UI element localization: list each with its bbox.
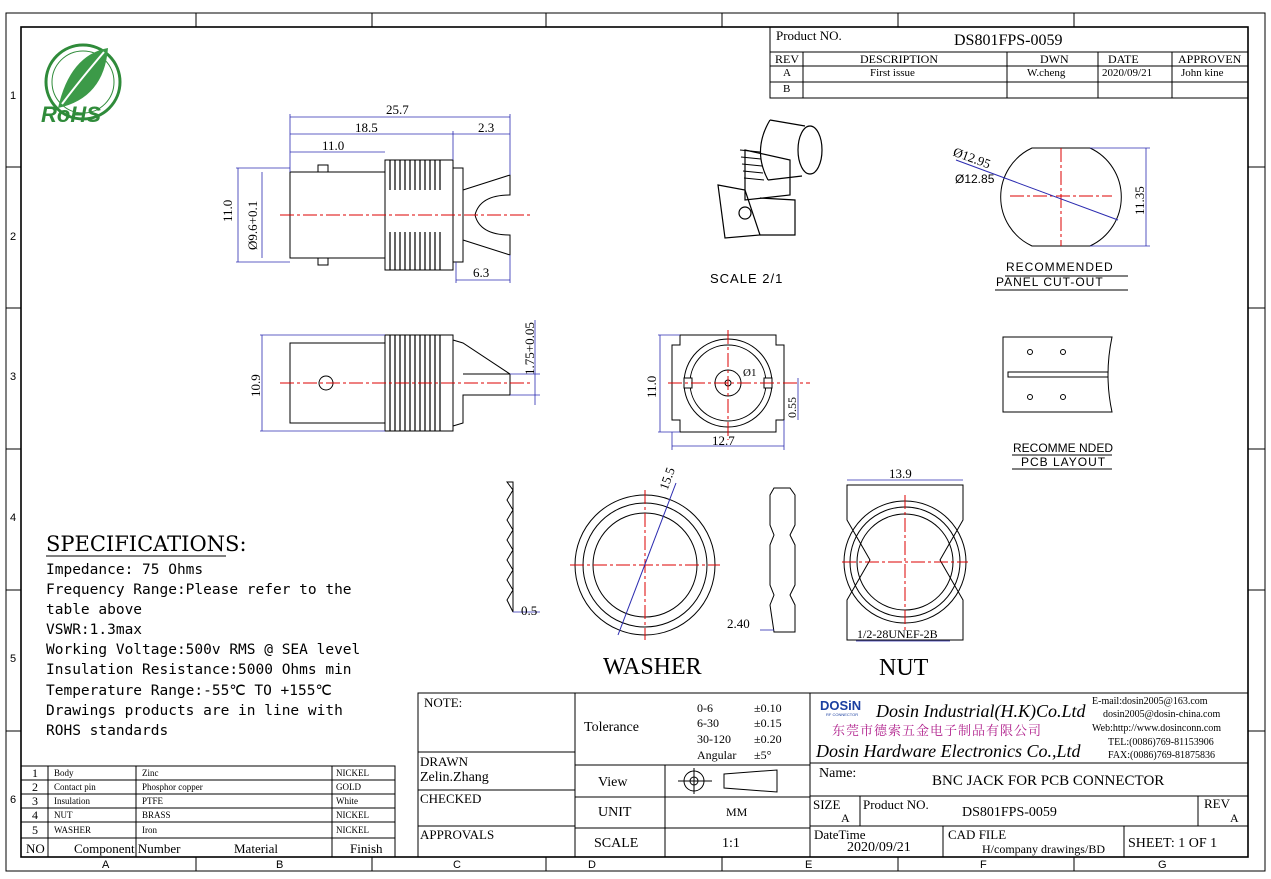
tol-value-2: ±0.20: [754, 732, 782, 746]
row-label-1: 1: [10, 90, 17, 102]
dim-1-75: 1.75+0.05: [522, 322, 537, 375]
pcb-title-1: RECOMME NDED: [1013, 441, 1114, 455]
col-label-f: F: [980, 859, 987, 871]
bom-component: NUT: [54, 810, 73, 820]
bom-no: 1: [32, 766, 38, 780]
washer-label: WASHER: [603, 654, 702, 680]
tol-value-3: ±5°: [754, 748, 772, 762]
dim-2-40: 2.40: [727, 616, 750, 631]
datetime-label: DateTime: [814, 827, 866, 842]
spec-line-8: Drawings products are in line with: [46, 703, 343, 719]
rev-value: A: [1230, 811, 1239, 825]
nut-side-view: [760, 488, 795, 632]
scale-value: 1:1: [722, 836, 740, 851]
cad-value: H/company drawings/BD: [982, 842, 1105, 856]
dim-front-phi1: Ø1: [743, 367, 757, 379]
tol-range-2: 30-120: [697, 732, 731, 746]
unit-label: UNIT: [598, 805, 632, 820]
size-label: SIZE: [813, 797, 841, 812]
dim-front-0-55: 0.55: [785, 397, 799, 418]
contact-fax: FAX:(0086)769-81875836: [1108, 750, 1216, 761]
tb-product-no: DS801FPS-0059: [962, 805, 1057, 820]
scale-label: SCALE: [594, 836, 639, 851]
col-label-g: G: [1158, 859, 1167, 871]
rev-row-b-rev: B: [783, 83, 791, 95]
rev-header-approven: APPROVEN: [1178, 52, 1242, 66]
bom-finish: NICKEL: [336, 825, 369, 835]
row-label-6: 6: [10, 794, 17, 806]
sheet-value: SHEET: 1 OF 1: [1128, 836, 1218, 851]
bom-material: Phosphor copper: [142, 782, 203, 792]
rev-header-dwn: DWN: [1040, 52, 1069, 66]
rev-header-rev: REV: [775, 52, 799, 66]
bottom-view: [260, 320, 540, 431]
panel-title-2: PANEL CUT-OUT: [996, 275, 1104, 289]
company-name-1: Dosin Industrial(H.K)Co.Ltd: [876, 701, 1086, 721]
bom-no: 3: [32, 794, 38, 808]
rev-row-a-dwn: W.cheng: [1027, 67, 1066, 79]
bom-component: Insulation: [54, 796, 90, 806]
spec-line-5: Working Voltage:500v RMS @ SEA level: [46, 642, 361, 658]
bom-finish: NICKEL: [336, 810, 369, 820]
rev-row-a-date: 2020/09/21: [1102, 67, 1153, 79]
bom-finish: GOLD: [336, 782, 361, 792]
product-name: BNC JACK FOR PCB CONNECTOR: [932, 773, 1165, 789]
nut-thread: 1/2-28UNEF-2B: [857, 627, 938, 641]
company-name-2: Dosin Hardware Electronics Co.,Ltd: [816, 741, 1081, 761]
nut-label: NUT: [879, 655, 929, 681]
dim-15-5: 15.5: [656, 465, 678, 492]
tol-value-1: ±0.15: [754, 716, 782, 730]
dosin-brand: DOSiN: [820, 698, 862, 713]
dim-11-0-top: 11.0: [322, 138, 345, 153]
rev-product-no-label: Product NO.: [776, 28, 842, 43]
spec-line-9: ROHS standards: [46, 723, 169, 739]
dim-10-9: 10.9: [248, 374, 263, 397]
rohs-text: RoHS: [41, 102, 101, 127]
rev-label: REV: [1204, 796, 1230, 811]
col-label-a: A: [102, 859, 110, 871]
rev-header-description: DESCRIPTION: [860, 52, 939, 66]
bom-material: PTFE: [142, 796, 164, 806]
rev-row-a-approven: John kine: [1181, 67, 1224, 79]
dim-front-12-7: 12.7: [712, 433, 735, 448]
view-label: View: [598, 775, 628, 790]
unit-value: MM: [726, 805, 748, 819]
bom-material: BRASS: [142, 810, 171, 820]
bom-header-component: Component Number: [74, 841, 181, 856]
spec-line-3: table above: [46, 602, 143, 618]
bom-material: Zinc: [142, 768, 159, 778]
dim-0-5: 0.5: [521, 603, 538, 618]
contact-tel: TEL:(0086)769-81153906: [1108, 737, 1214, 748]
front-view: [658, 330, 810, 450]
bom-component: Contact pin: [54, 782, 96, 792]
bom-no: 2: [32, 780, 38, 794]
contact-web: Web:http://www.dosinconn.com: [1092, 723, 1222, 734]
iso-view: [718, 120, 822, 238]
tol-range-1: 6-30: [697, 716, 719, 730]
panel-dim-12-85: Ø12.85: [955, 172, 995, 186]
panel-dim-12-95: Ø12.95: [951, 144, 993, 172]
cad-label: CAD FILE: [948, 827, 1007, 842]
bom-no: 4: [32, 808, 38, 822]
dim-13-9: 13.9: [889, 466, 912, 481]
tb-product-no-label: Product NO.: [863, 797, 929, 812]
dim-11-0-left: 11.0: [220, 199, 235, 222]
bom-header-material: Material: [234, 841, 279, 856]
contact-email-2: dosin2005@dosin-china.com: [1103, 709, 1221, 720]
bom-component: Body: [54, 768, 74, 778]
spec-line-7: Temperature Range:-55℃ TO +155℃: [46, 683, 332, 699]
drawn-value: Zelin.Zhang: [420, 770, 489, 785]
dosin-brand-sub: RF CONNECTOR: [826, 712, 859, 717]
panel-dim-11-35: 11.35: [1132, 186, 1147, 215]
col-label-b: B: [276, 859, 284, 871]
rev-header-date: DATE: [1108, 52, 1139, 66]
name-label: Name:: [819, 766, 857, 781]
row-label-5: 5: [10, 653, 17, 665]
tol-range-3: Angular: [697, 748, 737, 762]
dim-18-5: 18.5: [355, 120, 378, 135]
rev-product-no: DS801FPS-0059: [954, 32, 1063, 49]
side-view: [236, 114, 530, 283]
bom-no: 5: [32, 823, 38, 837]
spec-line-4: VSWR:1.3max: [46, 622, 143, 638]
col-label-e: E: [805, 859, 813, 871]
drawn-label: DRAWN: [420, 754, 469, 769]
approvals-label: APPROVALS: [420, 827, 495, 842]
dim-25-7: 25.7: [386, 102, 409, 117]
col-label-c: C: [453, 859, 461, 871]
iso-scale-label: SCALE 2/1: [710, 271, 784, 286]
checked-label: CHECKED: [420, 791, 482, 806]
panel-title-1: RECOMMENDED: [1006, 260, 1114, 274]
dim-front-11-0: 11.0: [644, 375, 659, 398]
tol-value-0: ±0.10: [754, 701, 782, 715]
bom-finish: White: [336, 796, 358, 806]
washer-side-view: [507, 482, 540, 612]
row-label-2: 2: [10, 231, 17, 243]
bom-header-finish: Finish: [350, 841, 383, 856]
bom-component: WASHER: [54, 825, 92, 835]
datetime-value: 2020/09/21: [847, 840, 911, 855]
spec-line-2: Frequency Range:Please refer to the: [46, 582, 352, 598]
spec-line-1: Impedance: 75 Ohms: [46, 562, 204, 578]
tol-range-0: 0-6: [697, 701, 713, 715]
contact-email-1: E-mail:dosin2005@163.com: [1092, 696, 1208, 707]
size-value: A: [841, 811, 850, 825]
bom-material: Iron: [142, 825, 157, 835]
note-label: NOTE:: [424, 695, 463, 710]
dim-6-3: 6.3: [473, 265, 490, 280]
bom-finish: NICKEL: [336, 768, 369, 778]
tolerance-label: Tolerance: [584, 720, 639, 735]
washer-front-view: [570, 483, 720, 640]
spec-title: SPECIFICATIONS:: [46, 532, 247, 556]
dim-2-3: 2.3: [478, 120, 495, 135]
pcb-title-2: PCB LAYOUT: [1021, 455, 1107, 469]
nut-front-view: [842, 480, 968, 641]
spec-line-6: Insulation Resistance:5000 Ohms min: [46, 662, 352, 678]
col-label-d: D: [588, 859, 596, 871]
rev-row-a-description: First issue: [870, 67, 915, 79]
dim-9-6: Ø9.6+0.1: [245, 200, 260, 250]
rev-row-a-rev: A: [783, 67, 791, 79]
company-name-cn: 东莞市德索五金电子制品有限公司: [832, 724, 1043, 739]
bom-header-no: NO: [26, 841, 45, 856]
row-label-3: 3: [10, 371, 17, 383]
row-label-4: 4: [10, 512, 17, 524]
